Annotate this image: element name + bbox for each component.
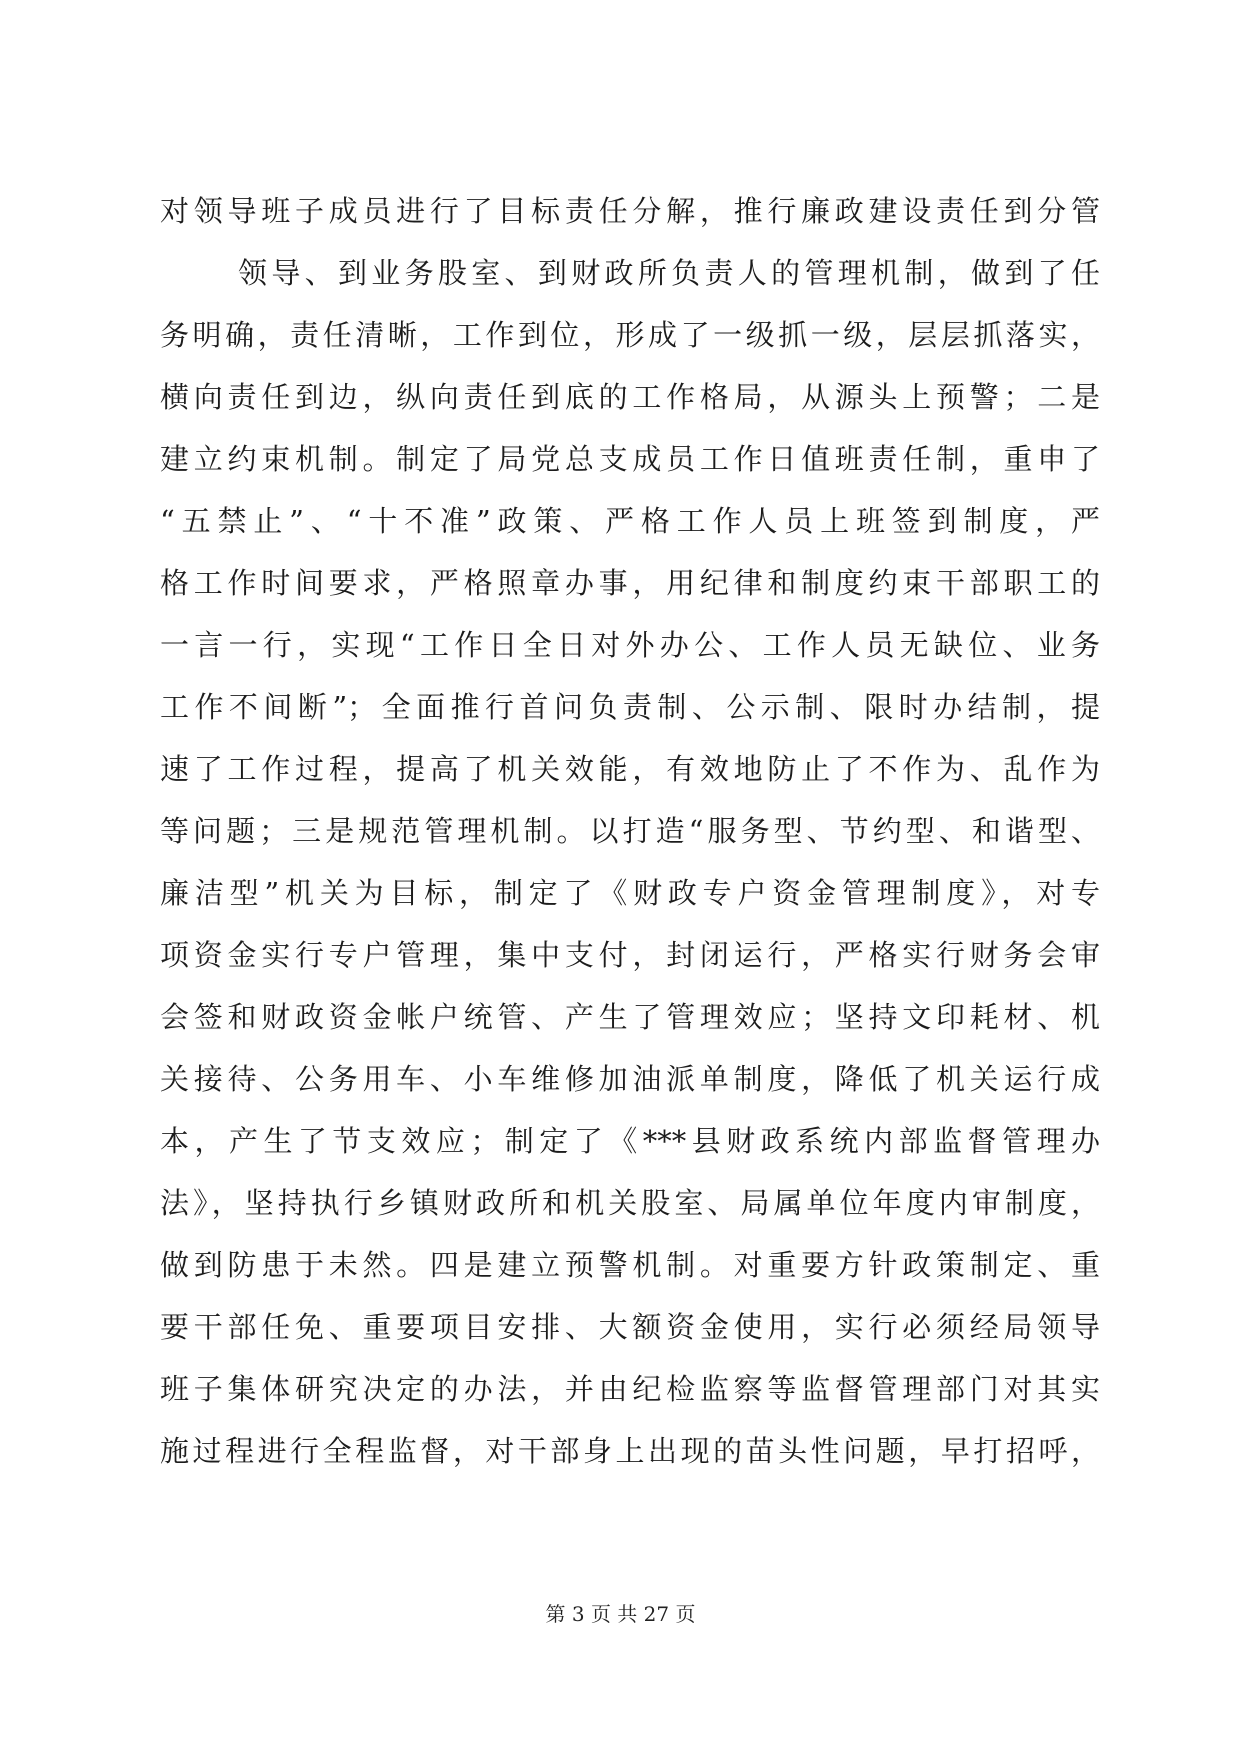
text-line: 格工作时间要求，严格照章办事，用纪律和制度约束干部职工的 — [160, 566, 1100, 600]
text-line: 要干部任免、重要项目安排、大额资金使用，实行必须经局领导 — [160, 1310, 1100, 1344]
text-line: 务明确，责任清晰，工作到位，形成了一级抓一级，层层抓落实， — [160, 318, 1100, 352]
text-line: 等问题；三是规范管理机制。以打造“服务型、节约型、和谐型、 — [160, 814, 1100, 848]
text-line: 做到防患于未然。四是建立预警机制。对重要方针政策制定、重 — [160, 1248, 1100, 1282]
text-line: 速了工作过程，提高了机关效能，有效地防止了不作为、乱作为 — [160, 752, 1100, 786]
text-line: 班子集体研究决定的办法，并由纪检监察等监督管理部门对其实 — [160, 1372, 1100, 1406]
text-line: 本，产生了节支效应；制定了《***县财政系统内部监督管理办 — [160, 1124, 1100, 1158]
text-line: “五禁止”、“十不准”政策、严格工作人员上班签到制度，严 — [160, 504, 1100, 538]
text-line: 施过程进行全程监督，对干部身上出现的苗头性问题，早打招呼， — [160, 1434, 1100, 1468]
text-line: 建立约束机制。制定了局党总支成员工作日值班责任制，重申了 — [160, 442, 1100, 476]
text-line: 一言一行，实现“工作日全日对外办公、工作人员无缺位、业务 — [160, 628, 1100, 662]
text-line: 工作不间断”；全面推行首问负责制、公示制、限时办结制，提 — [160, 690, 1100, 724]
body-text — [160, 180, 1100, 1482]
text-line: 法》，坚持执行乡镇财政所和机关股室、局属单位年度内审制度， — [160, 1186, 1100, 1220]
text-line: 横向责任到边，纵向责任到底的工作格局，从源头上预警；二是 — [160, 380, 1100, 414]
page-number-footer: 第 3 页 共 27 页 — [545, 1602, 696, 1626]
text-line: 会签和财政资金帐户统管、产生了管理效应；坚持文印耗材、机 — [160, 1000, 1100, 1034]
text-line: 廉洁型”机关为目标，制定了《财政专户资金管理制度》，对专 — [160, 876, 1100, 910]
text-line: 关接待、公务用车、小车维修加油派单制度，降低了机关运行成 — [160, 1062, 1100, 1096]
text-line: 对领导班子成员进行了目标责任分解，推行廉政建设责任到分管 — [160, 194, 1100, 228]
text-line: 项资金实行专户管理，集中支付，封闭运行，严格实行财务会审 — [160, 938, 1100, 972]
text-line: 领导、到业务股室、到财政所负责人的管理机制，做到了任 — [238, 256, 1100, 290]
